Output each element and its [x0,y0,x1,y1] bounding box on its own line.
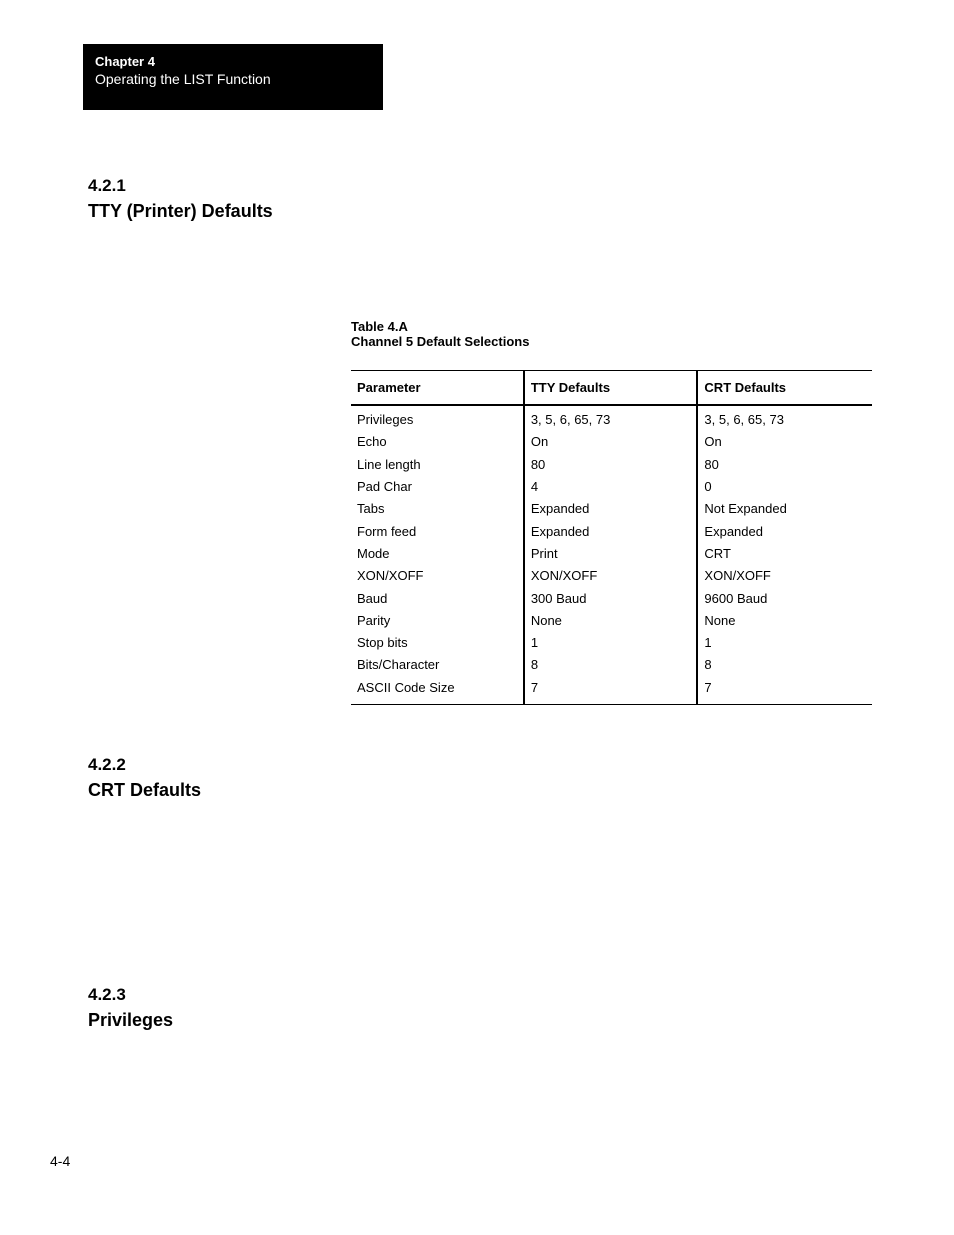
cell-crt-default: CRT [697,543,872,565]
table-caption-title: Channel 5 Default Selections [351,334,530,349]
table-caption [351,319,529,349]
cell-parameter: Form feed [357,523,417,539]
table-row [351,498,872,520]
cell-parameter: XON/XOFF [357,568,424,584]
chapter-label: Chapter 4 [95,54,155,69]
section-title: TTY (Printer) Defaults [88,201,273,221]
cell-tty-default: On [524,431,698,453]
table-row [351,632,872,654]
chapter-header [83,44,383,110]
cell-parameter: Mode [357,545,390,561]
page-number: 4-4 [50,1153,71,1169]
cell-tty-default: Expanded [524,498,698,520]
section-4-2-3 [88,983,173,1033]
table-row [351,476,872,498]
cell-crt-default: 3, 5, 6, 65, 73 [697,405,872,431]
section-title: CRT Defaults [88,780,202,800]
cell-parameter: Pad Char [357,479,412,495]
cell-parameter: Parity [357,612,391,628]
cell-parameter: Echo [357,434,387,450]
cell-crt-default: None [697,610,872,632]
cell-crt-default: Expanded [697,520,872,542]
column-header-tty: TTY Defaults [524,371,698,406]
cell-tty-default: 1 [524,632,698,654]
cell-parameter: Privileges [357,412,414,428]
cell-crt-default: 80 [697,454,872,476]
cell-crt-default: 1 [697,632,872,654]
table-row [351,454,872,476]
section-4-2-1 [88,174,273,224]
table-caption-number: Table 4.A [351,319,408,334]
cell-parameter: Line length [357,456,421,472]
defaults-table [351,370,872,705]
table-row [351,431,872,453]
section-4-2-2 [88,753,201,803]
table-row [351,565,872,587]
cell-crt-default: On [697,431,872,453]
table-header-row [351,371,872,406]
cell-parameter: Bits/Character [357,657,440,673]
cell-crt-default: 8 [697,654,872,676]
table-row [351,405,872,431]
cell-crt-default: Not Expanded [697,498,872,520]
cell-parameter: Stop bits [357,635,408,651]
cell-tty-default: 3, 5, 6, 65, 73 [524,405,698,431]
cell-parameter: ASCII Code Size [351,677,524,705]
table-row [351,520,872,542]
section-number: 4.2.2 [88,755,126,774]
cell-tty-default: 7 [524,677,698,705]
section-title: Privileges [88,1010,174,1030]
cell-tty-default: 80 [524,454,698,476]
table-row [351,677,872,705]
column-header-parameter: Parameter [351,371,524,406]
cell-parameter: Baud [357,590,388,606]
cell-tty-default: 8 [524,654,698,676]
table-row [351,654,872,676]
cell-crt-default: 0 [697,476,872,498]
chapter-title: Operating the LIST Function [95,71,271,87]
cell-parameter: Tabs [357,501,385,517]
table-row [351,543,872,565]
column-header-crt: CRT Defaults [697,371,872,406]
section-number: 4.2.1 [88,176,126,195]
cell-crt-default: 7 [697,677,872,705]
cell-tty-default: 4 [524,476,698,498]
cell-tty-default: Print [524,543,698,565]
table-row [351,610,872,632]
cell-tty-default: None [524,610,698,632]
cell-crt-default: XON/XOFF [697,565,872,587]
section-number: 4.2.3 [88,985,126,1004]
cell-crt-default: 9600 Baud [697,587,872,609]
table-row [351,587,872,609]
cell-tty-default: 300 Baud [524,587,698,609]
cell-tty-default: Expanded [524,520,698,542]
cell-tty-default: XON/XOFF [524,565,698,587]
